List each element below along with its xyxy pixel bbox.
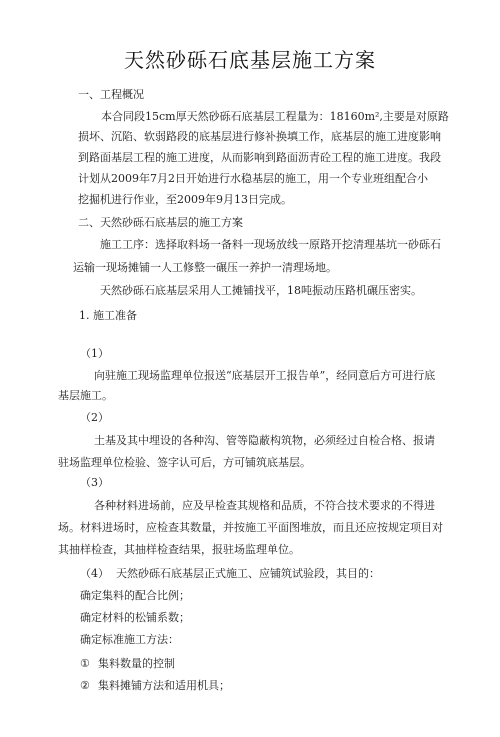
prep-item3-line-2: 场。材料进场时，应检查其数量，并按施工平面图堆放，而且还应按规定项目对 [58, 521, 443, 534]
prep-item1-number: （1） [80, 347, 109, 360]
prep-item3-number: （3） [80, 476, 109, 489]
prep-item4-number: （4） [80, 567, 109, 580]
section1-line-2: 损坏、沉陷、软弱路段的底基层进行修补换填工作，底基层的施工进度影响 [78, 130, 441, 143]
prep-item4-text: 天然砂砾石底基层正式施工、应铺筑试验段，其目的： [116, 567, 380, 580]
section1-line-5: 挖掘机进行作业，至2009年9月13日完成。 [78, 193, 292, 206]
prep-sub-1-mark: ① [80, 657, 90, 670]
section1-heading: 一、工程概况 [78, 88, 144, 101]
document-title: 天然砂砾石底基层施工方案 [124, 48, 376, 72]
prep-sub-2-mark: ② [80, 679, 90, 692]
prep-sub-2-text: 集料摊铺方法和适用机具； [98, 679, 230, 692]
section2-process-line-1: 施工工序：选择取料场一备料一现场放线一原路开挖清理基坑一砂砾石 [100, 238, 441, 251]
section2-method: 天然砂砾石底基层采用人工摊铺找平，18吨振动压路机碾压密实。 [100, 284, 422, 297]
prep-heading: 1. 施工准备 [79, 309, 137, 322]
prep-item1-line-2: 基层施工。 [58, 389, 113, 402]
prep-item1-line-1: 向驻施工现场监理单位报送“底基层开工报告单”，经同意后方可进行底 [94, 369, 436, 382]
prep-item4-line-3: 确定标准施工方法： [80, 633, 179, 646]
section2-heading: 二、天然砂砾石底基层的施工方案 [78, 216, 243, 229]
prep-item3-line-3: 其抽样检查，其抽样检查结果，报驻场监理单位。 [58, 543, 300, 556]
prep-item2-line-1: 土基及其中埋设的各种沟、管等隐蔽构筑物，必须经过自检合格、报请 [94, 434, 435, 447]
prep-item4-line-1: 确定集料的配合比例； [80, 589, 190, 602]
section1-line-3: 到路面基层工程的施工进度，从而影响到路面沥青砼工程的施工进度。我段 [78, 151, 441, 164]
section2-process-line-2: 运输一现场摊铺一人工修整一碾压一养护一清理场地。 [73, 261, 337, 274]
section1-line-4: 计划从2009年7月2日开始进行水稳基层的施工，用一个专业班组配合小 [78, 172, 428, 185]
prep-sub-1-text: 集料数量的控制 [98, 657, 175, 670]
prep-item2-line-2: 驻场监理单位检验、签字认可后，方可铺筑底基层。 [58, 456, 311, 469]
prep-item4-line-2: 确定材料的松铺系数； [80, 611, 190, 624]
prep-item2-number: （2） [80, 411, 109, 424]
section1-line-1: 本合同段15cm厚天然砂砾石底基层工程量为：18160m²,主要是对原路 [101, 110, 449, 123]
prep-item3-line-1: 各种材料进场前，应及早检查其规格和品质，不符合技术要求的不得进 [94, 499, 435, 512]
